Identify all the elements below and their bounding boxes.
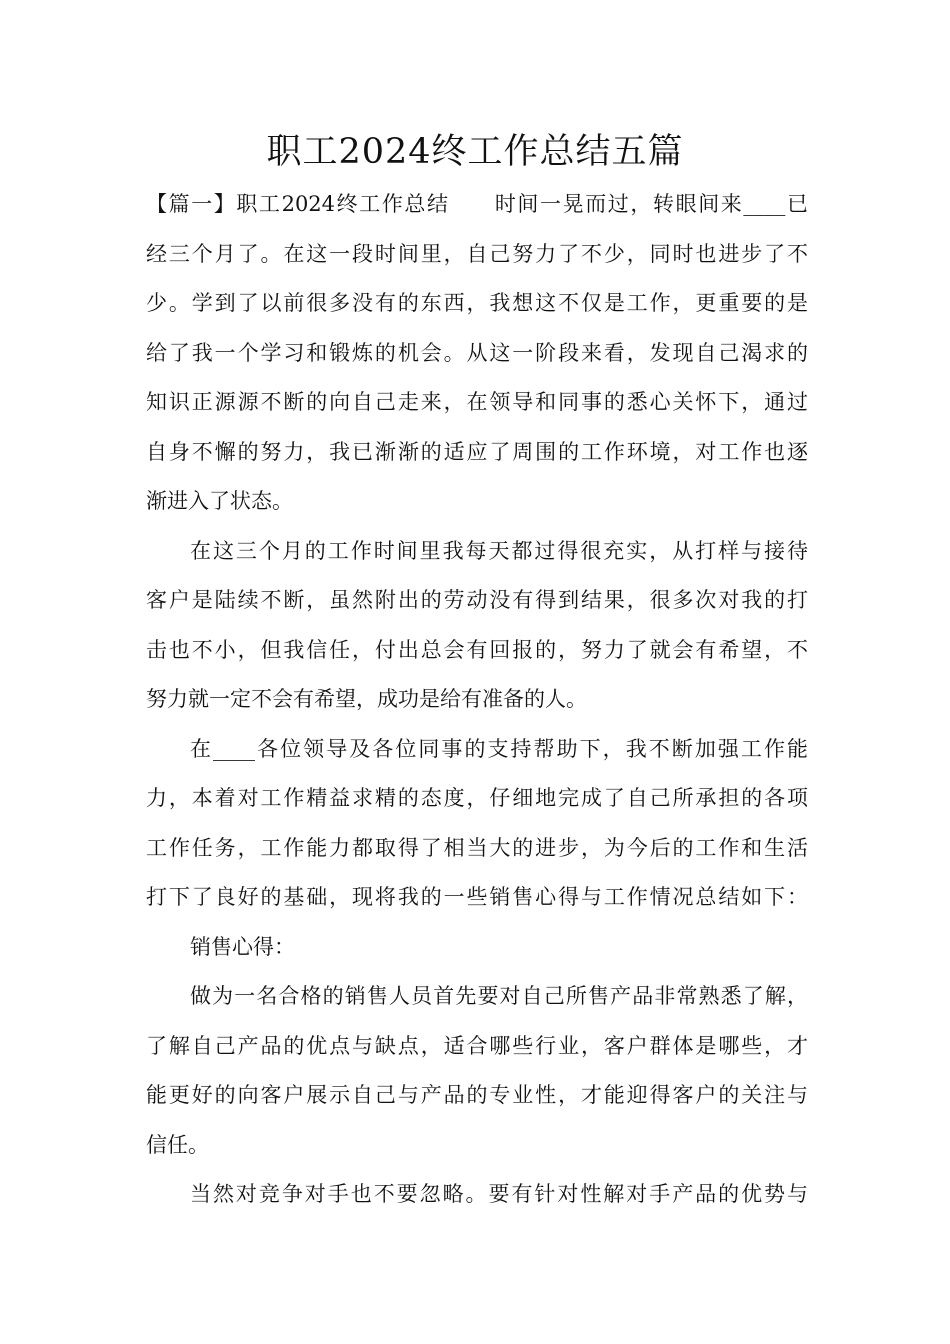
text-line: 信任。: [146, 1132, 209, 1157]
text-line: 销售心得：: [190, 934, 295, 959]
text-line: 客户是陆续不断，虽然附出的劳动没有得到结果，很多次对我的打: [146, 588, 808, 612]
text-line: 能更好的向客户展示自己与产品的专业性，才能迎得客户的关注与: [146, 1083, 808, 1107]
document-title: 职工2024终工作总结五篇: [266, 132, 684, 172]
text-line: 少。学到了以前很多没有的东西，我想这不仅是工作，更重要的是: [146, 291, 808, 315]
text-line: 【篇一】职工2024终工作总结 时间一晃而过，转眼间来____已: [146, 192, 808, 216]
text-line: 打下了良好的基础，现将我的一些销售心得与工作情况总结如下：: [146, 885, 808, 909]
text-line: 击也不小，但我信任，付出总会有回报的，努力了就会有希望，不: [146, 637, 808, 662]
text-line: 做为一名合格的销售人员首先要对自己所售产品非常熟悉了解，: [190, 984, 808, 1008]
text-line: 工作任务，工作能力都取得了相当大的进步，为今后的工作和生活: [146, 835, 808, 860]
text-line: 在这三个月的工作时间里我每天都过得很充实，从打样与接待: [190, 538, 808, 563]
text-line: 经三个月了。在这一段时间里，自己努力了不少，同时也进步了不: [146, 241, 808, 266]
text-line: 知识正源源不断的向自己走来，在领导和同事的悉心关怀下，通过: [146, 390, 808, 414]
text-line: 给了我一个学习和锻炼的机会。从这一阶段来看，发现自己渴求的: [146, 340, 808, 365]
document-body: [146, 180, 808, 1220]
text-line: 努力就一定不会有希望，成功是给有准备的人。: [146, 687, 587, 711]
text-line: 力，本着对工作精益求精的态度，仔细地完成了自己所承担的各项: [146, 786, 808, 810]
text-line: 在____各位领导及各位同事的支持帮助下，我不断加强工作能: [190, 736, 808, 761]
text-line: 当然对竞争对手也不要忽略。要有针对性解对手产品的优势与: [190, 1182, 808, 1206]
text-line: 了解自己产品的优点与缺点，适合哪些行业，客户群体是哪些，才: [146, 1033, 808, 1058]
text-line: 自身不懈的努力，我已渐渐的适应了周围的工作环境，对工作也逐: [146, 439, 808, 464]
text-line: 渐进入了状态。: [146, 489, 293, 513]
